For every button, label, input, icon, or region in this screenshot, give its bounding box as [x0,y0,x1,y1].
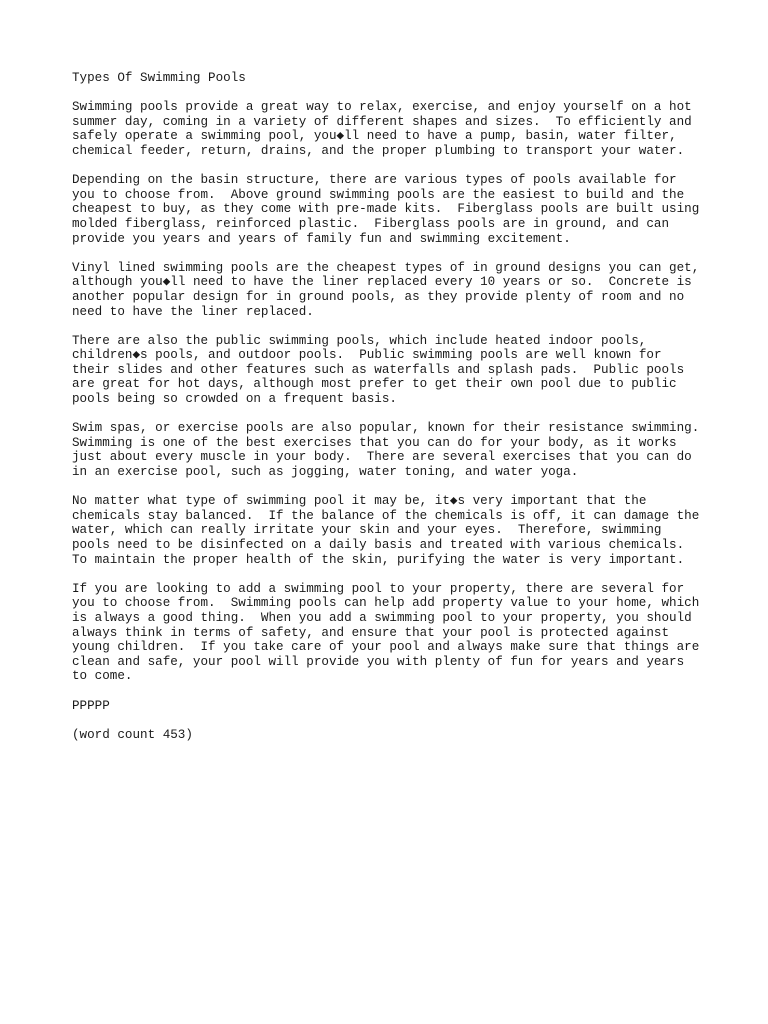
paragraph-line: to come. [72,669,133,684]
paragraph-line: There are also the public swimming pools, which include heated indoor pools, [72,333,647,348]
paragraph-line: Swimming pools provide a great way to relax, exercise, and enjoy yourself on a hot [72,100,692,115]
paragraph [72,261,732,319]
paragraph-line: If you are looking to add a swimming pool to your property, there are several for [72,581,685,596]
paragraph [72,173,732,246]
paragraph [72,582,732,684]
paragraph [72,334,732,407]
paragraph-line: To maintain the proper health of the skin, purifying the water is very important. [72,552,685,567]
paragraph-line: No matter what type of swimming pool it may be, it◆s very important that the [72,494,647,509]
paragraph-line: Vinyl lined swimming pools are the cheapest types of in ground designs you can get, [72,260,700,275]
paragraph-line: just about every muscle in your body. There are several exercises that you can do [72,450,692,465]
paragraph [72,494,732,567]
paragraph [72,100,732,158]
paragraph-line: another popular design for in ground pools, as they provide plenty of room and no [72,289,685,304]
paragraph-line: are great for hot days, although most prefer to get their own pool due to public [72,377,677,392]
paragraph-line: chemical feeder, return, drains, and the proper plumbing to transport your water. [72,143,685,158]
paragraph-line: in an exercise pool, such as jogging, water toning, and water yoga. [72,465,579,480]
paragraph-line: safely operate a swimming pool, you◆ll need to have a pump, basin, water filter, [72,129,677,144]
paragraph-line: summer day, coming in a variety of different shapes and sizes. To efficiently and [72,114,692,129]
document-title: Types Of Swimming Pools [72,71,246,85]
paragraph-line: cheapest to buy, as they come with pre-made kits. Fiberglass pools are built using [72,202,700,217]
paragraph-line: young children. If you take care of your pool and always make sure that things are [72,640,700,655]
paragraph-line: you to choose from. Swimming pools can help add property value to your home, which [72,596,700,611]
paragraph-line: water, which can really irritate your skin and your eyes. Therefore, swimming [72,523,662,538]
paragraph-line: chemicals stay balanced. If the balance of the chemicals is off, it can damage the [72,508,700,523]
paragraph-line: always think in terms of safety, and ensure that your pool is protected against [72,625,670,640]
paragraph-line: children◆s pools, and outdoor pools. Public swimming pools are well known for [72,348,662,363]
paragraph [72,421,732,479]
paragraph-line: is always a good thing. When you add a swimming pool to your property, you should [72,610,692,625]
paragraph-line: molded fiberglass, reinforced plastic. Fiberglass pools are in ground, and can [72,216,670,231]
paragraph-line: provide you years and years of family fun and swimming excitement. [72,231,571,246]
paragraph-line: pools being so crowded on a frequent basis. [72,392,397,407]
paragraph-line: you to choose from. Above ground swimming pools are the easiest to build and the [72,187,685,202]
paragraph-line: although you◆ll need to have the liner replaced every 10 years or so. Concrete is [72,275,692,290]
paragraph-line: clean and safe, your pool will provide you with plenty of fun for years and years [72,654,685,669]
paragraph [72,728,732,743]
paragraph-line: PPPPP [72,698,110,713]
paragraph [72,699,732,714]
paragraph-line: (word count 453) [72,727,193,742]
document-body [72,71,732,757]
paragraph-line: Swimming is one of the best exercises that you can do for your body, as it works [72,435,677,450]
paragraph-line: need to have the liner replaced. [72,304,314,319]
document-paragraphs [72,100,732,742]
paragraph-line: Depending on the basin structure, there are various types of pools available for [72,173,677,188]
paragraph-line: their slides and other features such as waterfalls and splash pads. Public pools [72,362,685,377]
paragraph-line: Swim spas, or exercise pools are also popular, known for their resistance swimming. [72,421,700,436]
paragraph-line: pools need to be disinfected on a daily basis and treated with various chemicals. [72,538,685,552]
